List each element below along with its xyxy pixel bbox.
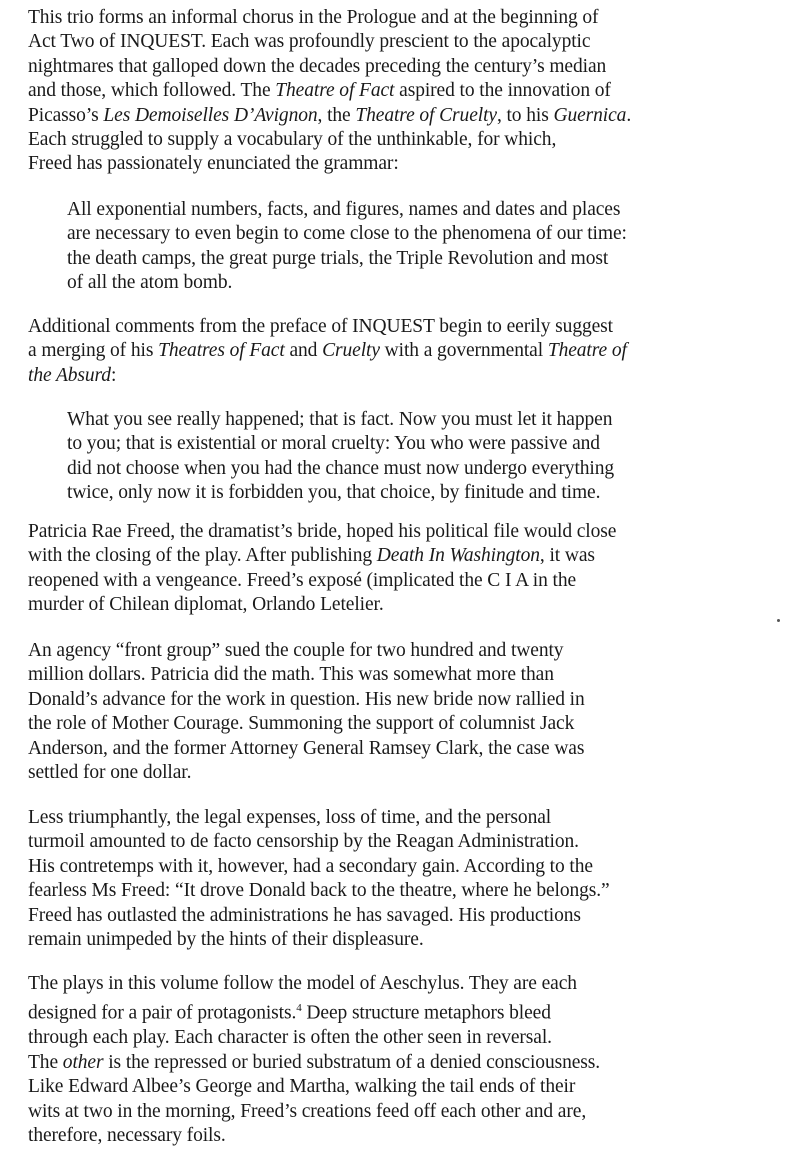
text-line: All exponential numbers, facts, and figures, names and dates and places: [67, 199, 621, 220]
paragraph-censorship: [28, 806, 773, 952]
text-line: are necessary to even begin to come close to the phenomena of our time:: [67, 223, 627, 245]
text-line: did not choose when you had the chance must now undergo everything: [67, 457, 615, 479]
text-line: remain unimpeded by the hints of their displeasure.: [28, 929, 424, 951]
text-line: This trio forms an informal chorus in the Prologue and at the beginning of: [28, 7, 599, 28]
text-line: What you see really happened; that is fact. Now you must let it happen: [67, 409, 613, 430]
text-line: His contretemps with it, however, had a secondary gain. According to the: [28, 855, 593, 877]
text-line: Freed has passionately enunciated the grammar:: [28, 153, 399, 175]
italic-title: Theatre of: [547, 340, 627, 362]
text-line: murder of Chilean diplomat, Orlando Letelier.: [28, 594, 384, 616]
text-line: the death camps, the great purge trials, the Triple Revolution and most: [67, 247, 609, 269]
italic-title: Theatre of Cruelty: [355, 104, 497, 126]
text-line: with the closing of the play. After publishing Death In Washington, it was: [28, 545, 595, 567]
paragraph-chorus: [28, 6, 773, 177]
italic-title: Death In Washington: [376, 545, 540, 567]
text-line: settled for one dollar.: [28, 762, 192, 784]
text-line: to you; that is existential or moral cruelty: You who were passive and: [67, 433, 600, 455]
text-line: through each play. Each character is often the other seen in reversal.: [28, 1027, 552, 1049]
italic-title: the Absurd: [28, 364, 111, 386]
paragraph-lawsuit: [28, 639, 773, 785]
text-line: a merging of his Theatres of Fact and Cruelty with a governmental Theatre of: [28, 340, 627, 362]
text-line: fearless Ms Freed: “It drove Donald back to the theatre, where he belongs.”: [28, 880, 610, 902]
text-line: Each struggled to supply a vocabulary of the unthinkable, for which,: [28, 129, 557, 151]
scan-speck: [777, 619, 780, 622]
text-line: Picasso’s Les Demoiselles D’Avignon, the Theatre of Cruelty, to his Guernica.: [28, 104, 632, 126]
text-line: reopened with a vengeance. Freed’s exposé (implicated the C I A in the: [28, 569, 577, 591]
text-line: Anderson, and the former Attorney General Ramsey Clark, the case was: [28, 737, 585, 759]
text-line: wits at two in the morning, Freed’s creations feed off each other and are,: [28, 1100, 587, 1122]
italic-title: Cruelty: [322, 340, 380, 362]
text-line: and those, which followed. The Theatre of Fact aspired to the innovation of: [28, 80, 611, 102]
text-line: Less triumphantly, the legal expenses, loss of time, and the personal: [28, 807, 552, 828]
text-line: designed for a pair of protagonists.$^4$ Deep structure metaphors bleed: [28, 1002, 551, 1024]
text-line: The plays in this volume follow the model of Aeschylus. They are each: [28, 973, 577, 994]
text-line: therefore, necessary foils.: [28, 1124, 226, 1146]
paragraph-patricia: [28, 520, 773, 618]
text-line: Additional comments from the preface of INQUEST begin to eerily suggest: [28, 316, 613, 337]
block-quote-grammar: [67, 198, 772, 296]
text-line: The other is the repressed or buried substratum of a denied consciousness.: [28, 1051, 601, 1073]
text-line: the role of Mother Courage. Summoning the support of columnist Jack: [28, 713, 575, 735]
footnote-marker: 4: [296, 1002, 302, 1015]
paragraph-preface-comments: [28, 315, 773, 388]
italic-title: Theatres of Fact: [158, 340, 285, 362]
text-line: An agency “front group” sued the couple for two hundred and twenty: [28, 640, 564, 661]
block-quote-fact: [67, 408, 772, 506]
text-line: Like Edward Albee’s George and Martha, walking the tail ends of their: [28, 1076, 576, 1098]
text-line: Freed has outlasted the administrations he has savaged. His productions: [28, 904, 581, 926]
paragraph-aeschylus: [28, 972, 773, 1148]
text-line: twice, only now it is forbidden you, that choice, by finitude and time.: [67, 482, 601, 504]
text-line: Act Two of INQUEST. Each was profoundly prescient to the apocalyptic: [28, 31, 591, 53]
text-line: Patricia Rae Freed, the dramatist’s bride, hoped his political file would close: [28, 521, 617, 542]
text-line: nightmares that galloped down the decades preceding the century’s median: [28, 55, 607, 77]
italic-word: other: [62, 1051, 104, 1073]
italic-title: Guernica: [553, 104, 627, 126]
text-line: turmoil amounted to de facto censorship by the Reagan Administration.: [28, 831, 579, 853]
text-line: million dollars. Patricia did the math. This was somewhat more than: [28, 664, 554, 686]
text-line: Donald’s advance for the work in question. His new bride now rallied in: [28, 688, 585, 710]
italic-title: Theatre of Fact: [275, 80, 395, 102]
text-line: of all the atom bomb.: [67, 272, 233, 294]
text-line: the Absurd:: [28, 364, 117, 386]
italic-title: Les Demoiselles D’Avignon: [103, 104, 318, 126]
